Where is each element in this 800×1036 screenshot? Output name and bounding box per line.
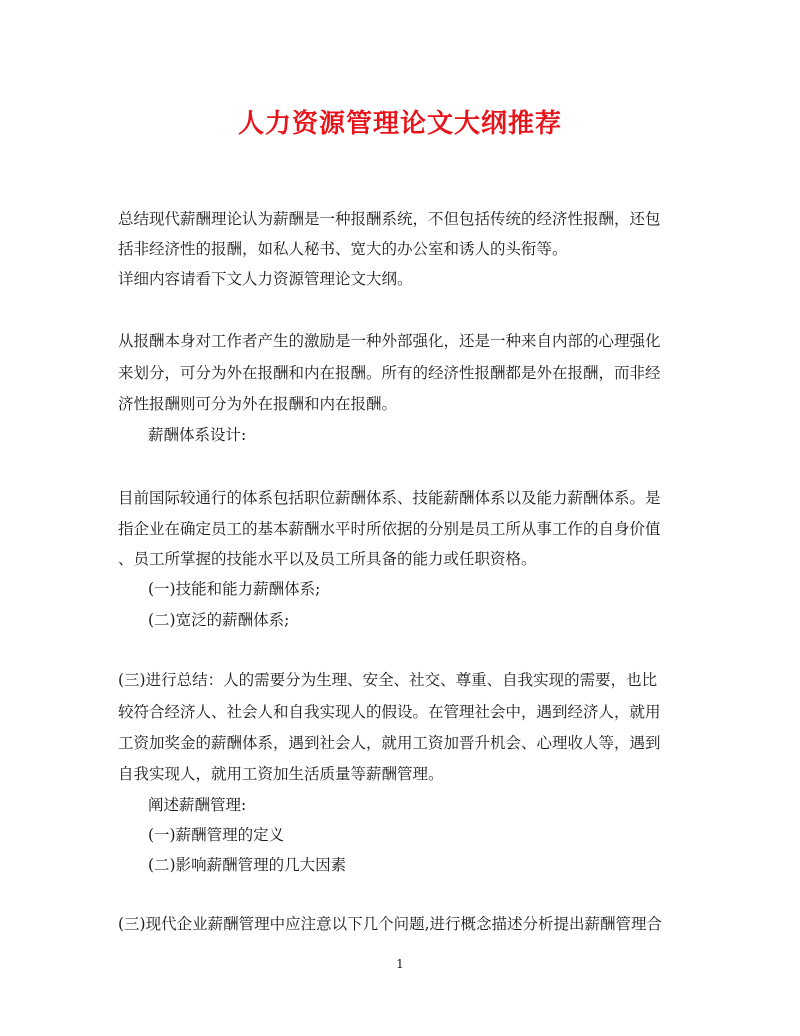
body-line: 括非经济性的报酬，如私人秘书、宽大的办公室和诱人的头衔等。 xyxy=(118,240,568,258)
section-heading: 薪酬体系设计: xyxy=(148,426,247,444)
body-line: 、员工所掌握的技能水平以及员工所具备的能力或任职资格。 xyxy=(118,550,537,568)
list-item: (二)影响薪酬管理的几大因素 xyxy=(148,856,347,874)
body-line: 来划分，可分为外在报酬和内在报酬。所有的经济性报酬都是外在报酬，而非经 xyxy=(118,364,661,382)
body-line: 济性报酬则可分为外在报酬和内在报酬。 xyxy=(118,395,398,413)
body-line: 自我实现人，就用工资加生活质量等薪酬管理。 xyxy=(118,765,444,783)
list-item: (二)宽泛的薪酬体系; xyxy=(148,611,290,629)
section-heading: 阐述薪酬管理: xyxy=(148,796,247,814)
list-item: (一)薪酬管理的定义 xyxy=(148,826,285,844)
body-line: (三)现代企业薪酬管理中应注意以下几个问题,进行概念描述分析提出薪酬管理合 xyxy=(118,915,663,933)
body-line: 从报酬本身对工作者产生的激励是一种外部强化，还是一种来自内部的心理强化 xyxy=(118,332,661,350)
body-line: 指企业在确定员工的基本薪酬水平时所依据的分别是员工所从事工作的自身价值 xyxy=(118,520,661,538)
body-line: 较符合经济人、社会人和自我实现人的假设。在管理社会中，遇到经济人，就用 xyxy=(118,703,661,721)
body-line: 总结现代薪酬理论认为薪酬是一种报酬系统，不但包括传统的经济性报酬，还包 xyxy=(118,210,661,228)
list-item: (一)技能和能力薪酬体系; xyxy=(148,580,321,598)
body-line: 详细内容请看下文人力资源管理论文大纲。 xyxy=(118,270,413,288)
body-line: 目前国际较通行的体系包括职位薪酬体系、技能薪酬体系以及能力薪酬体系。是 xyxy=(118,489,661,507)
body-line: (三)进行总结：人的需要分为生理、安全、社交、尊重、自我实现的需要，也比 xyxy=(118,671,658,689)
body-line: 工资加奖金的薪酬体系，遇到社会人，就用工资加晋升机会、心理收人等，遇到 xyxy=(118,734,661,752)
page-number: 1 xyxy=(396,957,404,971)
document-title: 人力资源管理论文大纲推荐 xyxy=(237,109,562,139)
